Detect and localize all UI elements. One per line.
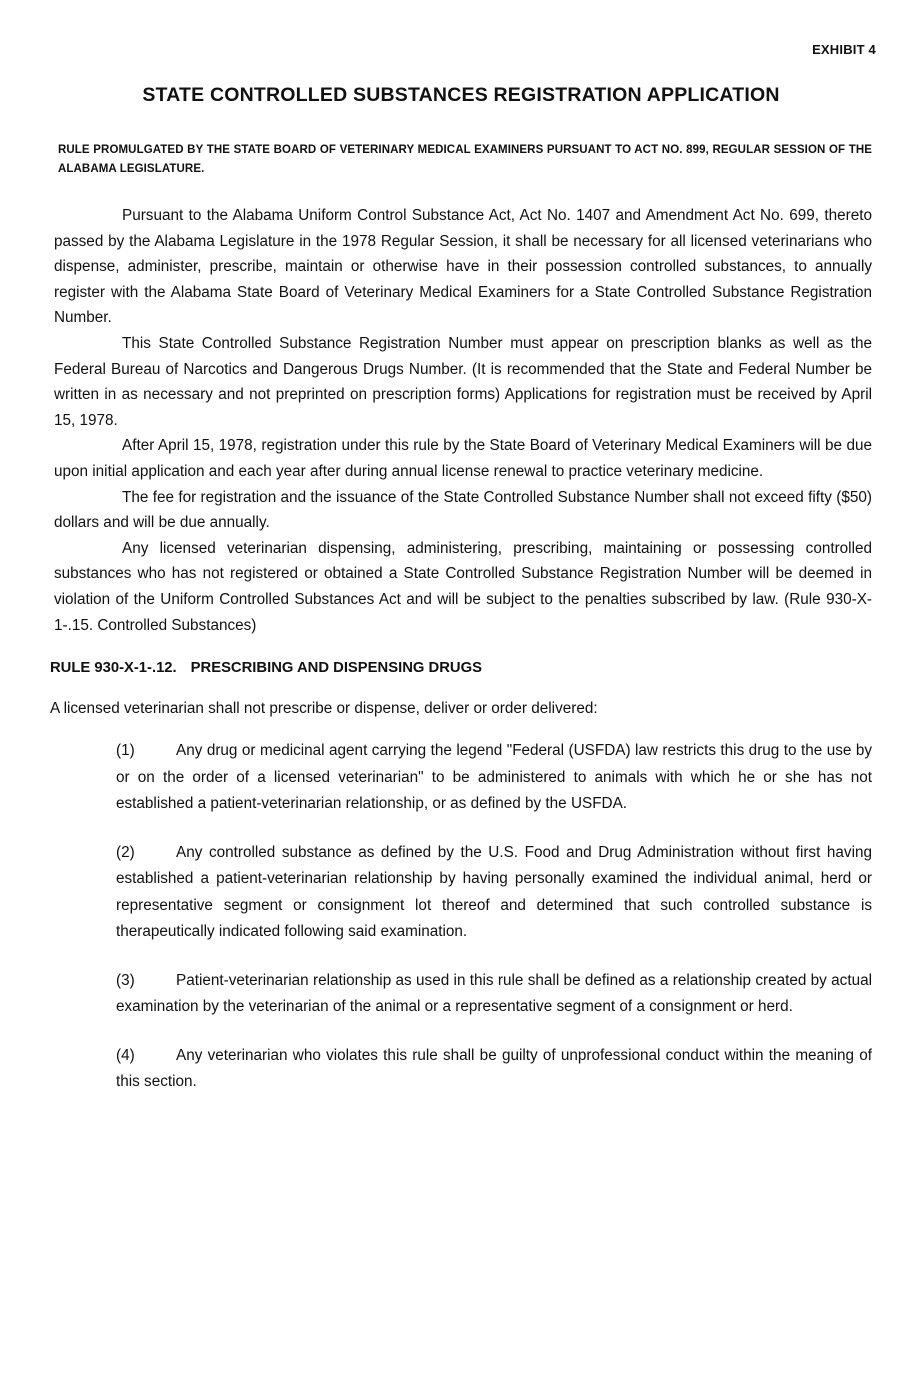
paragraph: Pursuant to the Alabama Uniform Control Substance Act, Act No. 1407 and Amendment Act No. 699, thereto passed by the Alabama Legislature in the 1978 Regular Session, it shall be necessary for all licensed veterinarians who dispense, administer, prescribe, maintain or otherwise have in their possession controlled substances, to annually register with the Alabama State Board of Veterinary Medical Examiners for a State Controlled Substance Registration Number. xyxy=(54,207,872,327)
rule-title: PRESCRIBING AND DISPENSING DRUGS xyxy=(190,660,482,677)
document-title: STATE CONTROLLED SUBSTANCES REGISTRATION APPLICATION xyxy=(142,84,780,106)
exhibit-label: EXHIBIT 4 xyxy=(812,42,876,57)
rule-number: RULE 930-X-1-.12. xyxy=(50,660,177,677)
list-item xyxy=(116,968,872,1021)
item-text: Any controlled substance as defined by the U.S. Food and Drug Administration without first having established a patient-veterinarian relationship by having personally examined the individual animal, herd or representative segment or consignment lot thereof and determined that such controlled substance is therapeutically indicated following said examination. xyxy=(116,843,872,941)
item-text: Any drug or medicinal agent carrying the legend "Federal (USFDA) law restricts this drug to the use by or on the order of a licensed veterinarian" to be administered to animals with which he or she has not established a patient-veterinarian relationship, or as defined by the USFDA. xyxy=(116,742,872,813)
list-item xyxy=(116,738,872,818)
item-text: Any veterinarian who violates this rule shall be guilty of unprofessional conduct within the meaning of this section. xyxy=(116,1046,872,1091)
paragraph: After April 15, 1978, registration under this rule by the State Board of Veterinary Medical Examiners will be due upon initial application and each year after during annual license renewal to practice veterinary medicine. xyxy=(54,437,872,480)
paragraph: This State Controlled Substance Registration Number must appear on prescription blanks as well as the Federal Bureau of Narcotics and Dangerous Drugs Number. (It is recommended that the State and Federal Number be written in as necessary and not preprinted on prescription forms) Applications for registration must be received by April 15, 1978. xyxy=(54,334,872,429)
rule-items xyxy=(116,738,872,1096)
item-number: (2) xyxy=(116,843,135,861)
item-number: (1) xyxy=(116,742,135,760)
document-subtitle: RULE PROMULGATED BY THE STATE BOARD OF VETERINARY MEDICAL EXAMINERS PURSUANT TO ACT NO. 899, REGULAR SESSION OF THE ALABAMA LEGISLATURE. xyxy=(58,144,872,175)
paragraph: Any licensed veterinarian dispensing, administering, prescribing, maintaining or possessing controlled substances who has not registered or obtained a State Controlled Substance Registration Number will be deemed in violation of the Uniform Controlled Substances Act and will be subject to the penalties subscribed by law. (Rule 930-X-1-.15. Controlled Substances) xyxy=(54,539,872,634)
list-item xyxy=(116,840,872,946)
paragraph: The fee for registration and the issuance of the State Controlled Substance Number shall not exceed fifty ($50) dollars and will be due annually. xyxy=(54,488,872,532)
body-paragraphs xyxy=(54,203,872,638)
item-text: Patient-veterinarian relationship as used in this rule shall be defined as a relationship created by actual examination by the veterinarian of the animal or a representative segment of a consignment or herd. xyxy=(116,971,872,1016)
rule-heading xyxy=(50,660,872,676)
rule-intro: A licensed veterinarian shall not prescribe or dispense, deliver or order delivered: xyxy=(50,700,598,718)
item-number: (4) xyxy=(116,1046,135,1064)
list-item xyxy=(116,1043,872,1096)
item-number: (3) xyxy=(116,971,135,989)
